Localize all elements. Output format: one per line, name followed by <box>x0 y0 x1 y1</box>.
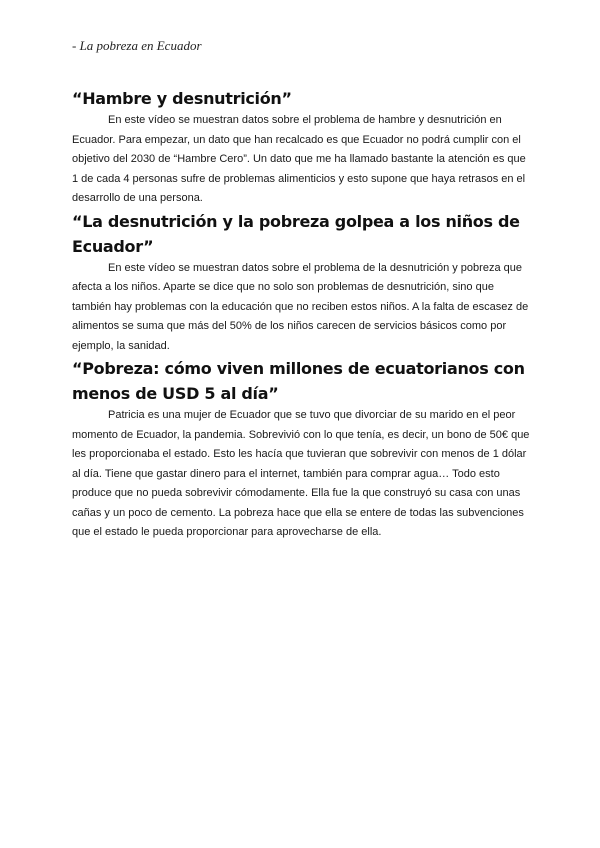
section-desnutricion-ninos <box>72 209 532 357</box>
section-title: “Pobreza: cómo viven millones de ecuatorianos con menos de USD 5 al día” <box>72 359 525 403</box>
document-content <box>72 86 532 543</box>
page-header: - La pobreza en Ecuador <box>72 38 202 53</box>
section-body: En este vídeo se muestran datos sobre el problema de hambre y desnutrición en Ecuador. Para empezar, un dato que han recalcado es que Ecuador no podrá cumplir con el objetivo del 2030 de “Hambre Cero”. Un dato que me ha llamado bastante la atención es que 1 de cada 4 personas sufre de problemas alimenticios y esto supone que haya retrasos en el desarrollo de una persona. <box>72 114 526 204</box>
section-title: “La desnutrición y la pobreza golpea a los niños de Ecuador” <box>72 211 520 256</box>
section-title: “Hambre y desnutrición” <box>72 89 292 108</box>
section-pobreza-usd5 <box>72 356 532 543</box>
section-body: Patricia es una mujer de Ecuador que se tuvo que divorciar de su marido en el peor momento de Ecuador, la pandemia. Sobrevivió con lo que tenía, es decir, un bono de 50€ que les proporcionaba el estado. Esto les hacía que tuvieran que sobrevivir con menos de 1 dólar al día. Tiene que gastar dinero para el internet, también para comprar agua… Todo esto produce que no pueda sobrevivir cómodamente. Ella fue la que construyó su casa con unas cañas y un poco de cemento. La pobreza hace que ella se entere de todas las subvenciones que el estado le pueda proporcionar para aprovecharse de ella. <box>72 409 530 538</box>
section-body: En este vídeo se muestran datos sobre el problema de la desnutrición y pobreza que afecta a los niños. Aparte se dice que no solo son problemas de desnutrición, sino que también hay problemas con la educación que no reciben estos niños. A la falta de escasez de alimentos se suma que más del 50% de los niños carecen de servicios básicos como por ejemplo, la sanidad. <box>72 261 529 352</box>
section-hambre-desnutricion <box>72 86 532 209</box>
